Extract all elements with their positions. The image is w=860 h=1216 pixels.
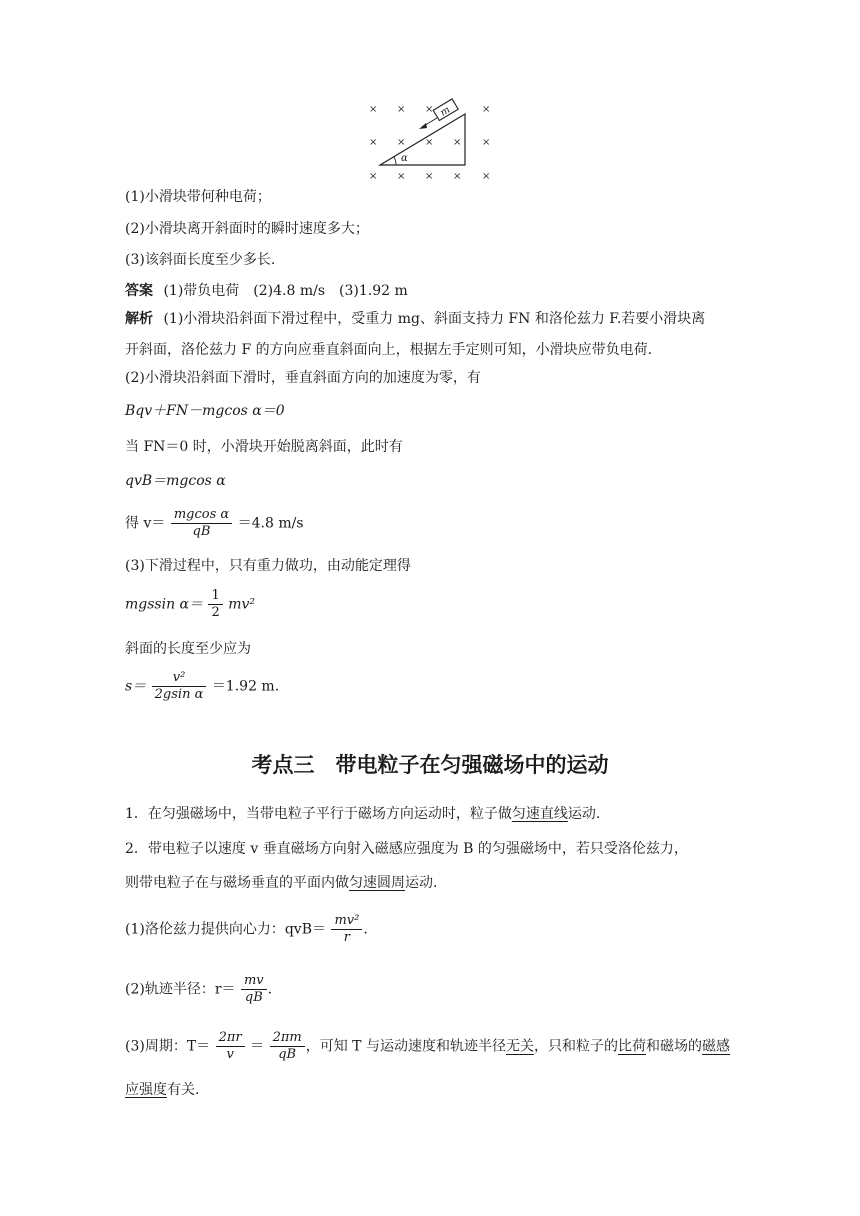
formula-1-fraction — [331, 913, 362, 946]
formula-3-end: 有关. — [167, 1082, 200, 1098]
field-mark: × — [482, 104, 491, 115]
fraction-numerator: mv² — [331, 913, 362, 930]
field-mark: × — [425, 137, 434, 148]
point-1-end: 运动. — [567, 806, 601, 822]
formula-3-underlined-2: 比荷 — [617, 1038, 646, 1055]
point-2-text: 则带电粒子在与磁场垂直的平面内做 — [125, 875, 349, 891]
analysis-line-6: 斜面的长度至少应为 — [125, 641, 251, 657]
equation-3 — [125, 507, 304, 540]
field-mark: × — [425, 171, 434, 182]
formula-2-prefix: (2)轨迹半径：r＝ — [125, 981, 236, 998]
angle-label: α — [401, 153, 408, 164]
fraction-denominator: v — [226, 1047, 234, 1062]
fraction-denominator: qB — [278, 1047, 297, 1062]
equation-4-fraction — [208, 588, 222, 621]
field-mark: × — [453, 137, 462, 148]
fraction-numerator: 2πm — [270, 1030, 305, 1047]
equation-4-suffix: mv² — [228, 596, 255, 613]
formula-3-equals: ＝ — [250, 1038, 265, 1055]
formula-3-text-3: 和磁场的 — [645, 1038, 702, 1055]
mass-label: m — [438, 104, 453, 119]
answer-line — [125, 282, 408, 300]
formula-1-suffix: . — [363, 921, 368, 938]
fraction-numerator: mv — [241, 973, 267, 990]
formula-2-fraction — [241, 973, 267, 1006]
field-mark: × — [397, 104, 406, 115]
equation-5-prefix: s＝ — [125, 678, 147, 695]
field-mark: × — [482, 137, 491, 148]
point-1 — [125, 805, 600, 823]
field-mark: × — [369, 104, 378, 115]
fraction-numerator: mgcos α — [171, 507, 232, 524]
fraction-numerator: v² — [152, 670, 207, 687]
field-mark: × — [482, 171, 491, 182]
field-mark: × — [397, 171, 406, 182]
field-mark: × — [425, 104, 434, 115]
fraction-denominator: qB — [244, 990, 263, 1005]
formula-3-fraction-2 — [270, 1030, 305, 1063]
equation-1: Bqv＋FN－mgcos α＝0 — [125, 403, 285, 419]
analysis-line-5: (3)下滑过程中，只有重力做功，由动能定理得 — [125, 558, 411, 574]
analysis-line-1 — [125, 310, 705, 328]
section-title: 考点三 带电粒子在匀强磁场中的运动 — [251, 753, 609, 777]
formula-2-suffix: . — [267, 981, 273, 998]
point-2-line-1: 2．带电粒子以速度 v 垂直磁场方向射入磁感应强度为 B 的匀强磁场中，若只受洛伦兹力， — [125, 841, 688, 857]
equation-5-suffix: ＝1.92 m. — [211, 678, 280, 695]
field-mark: × — [453, 171, 462, 182]
fraction-numerator: 2πr — [216, 1030, 245, 1047]
formula-3-text-1: ，可知 T 与运动速度和轨迹半径 — [305, 1038, 506, 1055]
field-mark: × — [369, 137, 378, 148]
fraction-denominator: r — [343, 930, 350, 945]
angle-arc — [394, 157, 396, 165]
analysis-line-2: 开斜面，洛伦兹力 F 的方向应垂直斜面向上，根据左手定则可知，小滑块应带负电荷. — [125, 342, 653, 358]
formula-1-prefix: (1)洛伦兹力提供向心力：qvB＝ — [125, 921, 326, 938]
velocity-arrowhead — [419, 123, 427, 129]
formula-3-prefix: (3)周期：T＝ — [125, 1038, 211, 1055]
fraction-denominator: 2gsin α — [154, 687, 204, 702]
point-1-underlined: 匀速直线 — [511, 806, 568, 822]
question-3: (3)该斜面长度至少多长. — [125, 252, 276, 268]
equation-5 — [125, 670, 279, 703]
point-2-line-2 — [125, 874, 437, 892]
incline-figure — [360, 98, 500, 184]
analysis-line-4: 当 FN＝0 时，小滑块开始脱离斜面，此时有 — [125, 439, 403, 455]
equation-4-prefix: mgssin α＝ — [125, 596, 204, 613]
point-2-end: 运动. — [405, 875, 438, 891]
analysis-label: 解析 — [125, 311, 153, 327]
fraction-numerator: 1 — [208, 588, 222, 605]
fraction-denominator: 2 — [211, 605, 220, 620]
formula-3-underlined-3: 磁感 — [701, 1038, 730, 1055]
field-mark: × — [369, 171, 378, 182]
field-mark: × — [397, 137, 406, 148]
question-2: (2)小滑块离开斜面时的瞬时速度多大； — [125, 221, 369, 237]
analysis-line-3: (2)小滑块沿斜面下滑时，垂直斜面方向的加速度为零，有 — [125, 370, 481, 386]
formula-2 — [125, 973, 272, 1006]
equation-3-prefix: 得 v＝ — [125, 515, 166, 532]
fraction-denominator: qB — [192, 524, 211, 539]
equation-2: qvB＝mgcos α — [125, 473, 226, 489]
formula-1 — [125, 913, 368, 946]
formula-3 — [125, 1030, 730, 1063]
formula-3-fraction-1 — [216, 1030, 245, 1063]
equation-5-fraction — [152, 670, 207, 703]
point-2-underlined: 匀速圆周 — [349, 875, 405, 891]
equation-4 — [125, 588, 255, 621]
question-1: (1)小滑块带何种电荷； — [125, 189, 271, 205]
analysis-text: (1)小滑块沿斜面下滑过程中，受重力 mg、斜面支持力 FN 和洛伦兹力 F.若要小滑块离 — [163, 311, 706, 327]
equation-3-suffix: ＝4.8 m/s — [237, 515, 304, 532]
answer-label: 答案 — [125, 283, 153, 299]
formula-3-underlined-4: 应强度 — [125, 1082, 167, 1098]
formula-3-continuation — [125, 1081, 199, 1099]
formula-3-text-2: ，只和粒子的 — [533, 1038, 618, 1055]
point-1-text: 1．在匀强磁场中，当带电粒子平行于磁场方向运动时，粒子做 — [125, 806, 512, 822]
equation-3-fraction — [171, 507, 232, 540]
answer-text: (1)带负电荷 (2)4.8 m/s (3)1.92 m — [163, 283, 408, 299]
formula-3-underlined-1: 无关 — [505, 1038, 534, 1055]
